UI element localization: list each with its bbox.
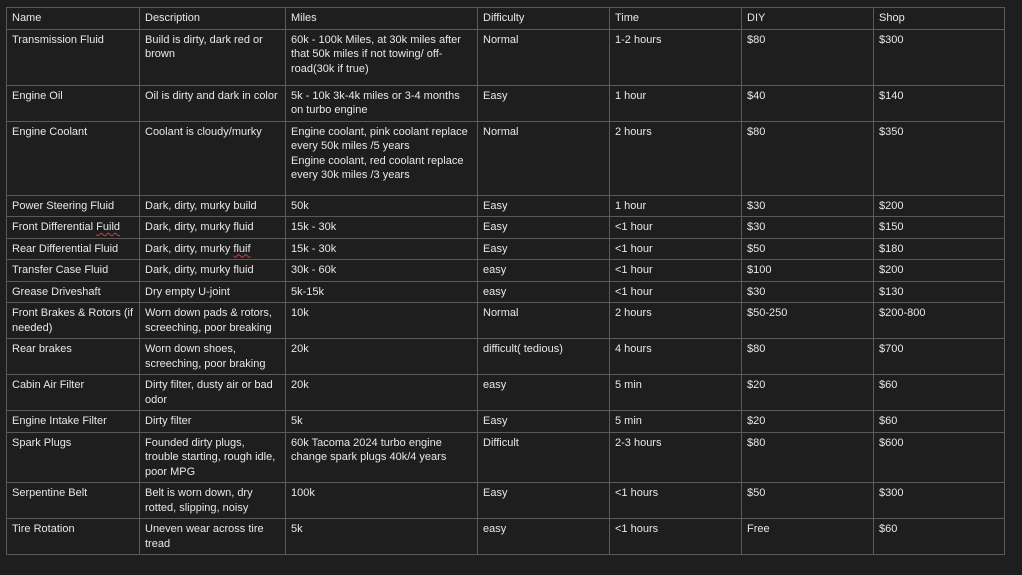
cell-diy[interactable]: $30 bbox=[742, 281, 874, 303]
miles-text: Engine coolant, red coolant replace every 30k miles /3 years bbox=[291, 154, 464, 181]
miles-text: 10k bbox=[291, 307, 309, 319]
header-shop[interactable]: Shop bbox=[874, 8, 1005, 30]
cell-miles[interactable] bbox=[286, 281, 478, 303]
cell-shop[interactable]: $700 bbox=[874, 339, 1005, 375]
cell-miles[interactable] bbox=[286, 85, 478, 121]
cell-difficulty[interactable]: Easy bbox=[478, 217, 610, 239]
table-row bbox=[7, 411, 1005, 433]
cell-shop[interactable]: $130 bbox=[874, 281, 1005, 303]
cell-description[interactable]: Dark, dirty, murky build bbox=[140, 195, 286, 217]
cell-shop[interactable]: $150 bbox=[874, 217, 1005, 239]
cell-difficulty[interactable]: Normal bbox=[478, 303, 610, 339]
cell-shop[interactable]: $200 bbox=[874, 195, 1005, 217]
header-name[interactable]: Name bbox=[7, 8, 140, 30]
cell-shop[interactable]: $180 bbox=[874, 238, 1005, 260]
miles-text: 60k Tacoma 2024 turbo engine change spark plugs 40k/4 years bbox=[291, 436, 447, 463]
cell-description[interactable]: Dirty filter, dusty air or bad odor bbox=[140, 375, 286, 411]
cell-shop[interactable]: $200 bbox=[874, 260, 1005, 282]
header-difficulty[interactable]: Difficulty bbox=[478, 8, 610, 30]
cell-time[interactable]: 4 hours bbox=[610, 339, 742, 375]
cell-miles[interactable] bbox=[286, 238, 478, 260]
cell-diy[interactable]: $30 bbox=[742, 217, 874, 239]
cell-diy[interactable]: $80 bbox=[742, 432, 874, 483]
cell-difficulty[interactable]: Easy bbox=[478, 411, 610, 433]
cell-name[interactable]: Tire Rotation bbox=[7, 519, 140, 555]
cell-name[interactable] bbox=[7, 217, 140, 239]
misspelled-word: Fuild bbox=[96, 221, 121, 233]
cell-name[interactable]: Serpentine Belt bbox=[7, 483, 140, 519]
cell-description[interactable] bbox=[140, 238, 286, 260]
cell-shop[interactable]: $300 bbox=[874, 483, 1005, 519]
cell-time[interactable]: <1 hour bbox=[610, 238, 742, 260]
cell-diy[interactable]: $50-250 bbox=[742, 303, 874, 339]
cell-difficulty[interactable]: Normal bbox=[478, 29, 610, 85]
cell-description[interactable]: Uneven wear across tire tread bbox=[140, 519, 286, 555]
cell-time[interactable]: 1 hour bbox=[610, 85, 742, 121]
cell-description[interactable]: Oil is dirty and dark in color bbox=[140, 85, 286, 121]
cell-shop[interactable]: $140 bbox=[874, 85, 1005, 121]
table-row bbox=[7, 238, 1005, 260]
description-text: Dark, dirty, murky bbox=[145, 242, 234, 255]
cell-name[interactable]: Front Brakes & Rotors (if needed) bbox=[7, 303, 140, 339]
cell-description[interactable]: Worn down shoes, screeching, poor braking bbox=[140, 339, 286, 375]
cell-name[interactable]: Cabin Air Filter bbox=[7, 375, 140, 411]
cell-name[interactable]: Engine Intake Filter bbox=[7, 411, 140, 433]
cell-miles[interactable] bbox=[286, 260, 478, 282]
cell-time[interactable]: <1 hour bbox=[610, 217, 742, 239]
header-time[interactable]: Time bbox=[610, 8, 742, 30]
cell-name[interactable]: Rear Differential Fluid bbox=[7, 238, 140, 260]
cell-shop[interactable]: $60 bbox=[874, 411, 1005, 433]
cell-name[interactable]: Power Steering Fluid bbox=[7, 195, 140, 217]
cell-difficulty[interactable]: Normal bbox=[478, 121, 610, 195]
cell-name[interactable]: Engine Oil bbox=[7, 85, 140, 121]
miles-text: 5k - 10k 3k-4k miles or 3-4 months on turbo engine bbox=[291, 89, 460, 116]
cell-diy[interactable]: $20 bbox=[742, 375, 874, 411]
cell-diy[interactable]: $20 bbox=[742, 411, 874, 433]
miles-text: 15k - 30k bbox=[291, 221, 337, 233]
cell-time[interactable]: <1 hours bbox=[610, 519, 742, 555]
miles-text: 30k - 60k bbox=[291, 264, 337, 276]
cell-description[interactable]: Build is dirty, dark red or brown bbox=[140, 29, 286, 85]
cell-description[interactable]: Dirty filter bbox=[140, 411, 286, 433]
cell-diy[interactable]: $50 bbox=[742, 238, 874, 260]
cell-shop[interactable]: $200-800 bbox=[874, 303, 1005, 339]
table-row bbox=[7, 217, 1005, 239]
cell-time[interactable]: 2 hours bbox=[610, 303, 742, 339]
cell-time[interactable]: <1 hour bbox=[610, 281, 742, 303]
cell-time[interactable]: <1 hour bbox=[610, 260, 742, 282]
cell-shop[interactable]: $600 bbox=[874, 432, 1005, 483]
cell-diy[interactable]: $40 bbox=[742, 85, 874, 121]
cell-difficulty[interactable]: easy bbox=[478, 519, 610, 555]
cell-description[interactable]: Coolant is cloudy/murky bbox=[140, 121, 286, 195]
cell-time[interactable]: 1-2 hours bbox=[610, 29, 742, 85]
cell-difficulty[interactable]: Easy bbox=[478, 195, 610, 217]
cell-diy[interactable]: $30 bbox=[742, 195, 874, 217]
miles-text: 15k - 30k bbox=[291, 242, 337, 255]
maintenance-table-container bbox=[6, 7, 1004, 555]
cell-difficulty[interactable]: easy bbox=[478, 260, 610, 282]
cell-description[interactable]: Founded dirty plugs, trouble starting, rough idle, poor MPG bbox=[140, 432, 286, 483]
cell-time[interactable]: 2-3 hours bbox=[610, 432, 742, 483]
table-row bbox=[7, 303, 1005, 339]
cell-difficulty[interactable]: Easy bbox=[478, 483, 610, 519]
cell-name[interactable]: Rear brakes bbox=[7, 339, 140, 375]
miles-text: 20k bbox=[291, 379, 309, 391]
header-description[interactable]: Description bbox=[140, 8, 286, 30]
cell-difficulty[interactable]: easy bbox=[478, 375, 610, 411]
miles-text: 20k bbox=[291, 343, 309, 355]
misspelled-word: fluif bbox=[233, 242, 251, 255]
cell-description[interactable]: Dry empty U-joint bbox=[140, 281, 286, 303]
miles-text: 100k bbox=[291, 487, 315, 499]
cell-miles[interactable] bbox=[286, 432, 478, 483]
cell-name[interactable]: Spark Plugs bbox=[7, 432, 140, 483]
cell-description[interactable]: Dark, dirty, murky fluid bbox=[140, 217, 286, 239]
header-miles[interactable]: Miles bbox=[286, 8, 478, 30]
cell-miles[interactable] bbox=[286, 519, 478, 555]
table-row bbox=[7, 260, 1005, 282]
cell-description[interactable]: Worn down pads & rotors, screeching, poor breaking bbox=[140, 303, 286, 339]
table-row bbox=[7, 85, 1005, 121]
cell-diy[interactable]: $100 bbox=[742, 260, 874, 282]
cell-difficulty[interactable]: easy bbox=[478, 281, 610, 303]
table-row bbox=[7, 281, 1005, 303]
header-row bbox=[7, 8, 1005, 30]
cell-miles[interactable] bbox=[286, 217, 478, 239]
cell-miles[interactable] bbox=[286, 29, 478, 85]
cell-time[interactable]: 1 hour bbox=[610, 195, 742, 217]
cell-miles[interactable] bbox=[286, 411, 478, 433]
cell-time[interactable]: <1 hours bbox=[610, 483, 742, 519]
miles-text: 5k bbox=[291, 415, 303, 427]
cell-difficulty[interactable]: Easy bbox=[478, 238, 610, 260]
cell-time[interactable]: 5 min bbox=[610, 411, 742, 433]
cell-difficulty[interactable]: Difficult bbox=[478, 432, 610, 483]
header-diy[interactable]: DIY bbox=[742, 8, 874, 30]
cell-diy[interactable]: $50 bbox=[742, 483, 874, 519]
cell-shop[interactable]: $60 bbox=[874, 519, 1005, 555]
cell-name[interactable]: Grease Driveshaft bbox=[7, 281, 140, 303]
cell-miles[interactable] bbox=[286, 339, 478, 375]
cell-name[interactable]: Transmission Fluid bbox=[7, 29, 140, 85]
cell-diy[interactable]: $80 bbox=[742, 339, 874, 375]
cell-miles[interactable] bbox=[286, 195, 478, 217]
cell-miles[interactable] bbox=[286, 483, 478, 519]
miles-text: 50k bbox=[291, 199, 309, 212]
table-row bbox=[7, 519, 1005, 555]
cell-miles[interactable] bbox=[286, 303, 478, 339]
cell-difficulty[interactable]: difficult( tedious) bbox=[478, 339, 610, 375]
cell-name[interactable]: Engine Coolant bbox=[7, 121, 140, 195]
maintenance-table bbox=[6, 7, 1005, 555]
table-row bbox=[7, 29, 1005, 85]
cell-description[interactable]: Dark, dirty, murky fluid bbox=[140, 260, 286, 282]
cell-shop[interactable]: $350 bbox=[874, 121, 1005, 195]
table-row bbox=[7, 339, 1005, 375]
cell-miles[interactable] bbox=[286, 375, 478, 411]
cell-miles[interactable] bbox=[286, 121, 478, 195]
table-row bbox=[7, 432, 1005, 483]
table-row bbox=[7, 121, 1005, 195]
cell-time[interactable]: 5 min bbox=[610, 375, 742, 411]
cell-diy[interactable]: $80 bbox=[742, 29, 874, 85]
cell-shop[interactable]: $300 bbox=[874, 29, 1005, 85]
cell-name[interactable]: Transfer Case Fluid bbox=[7, 260, 140, 282]
table-row bbox=[7, 375, 1005, 411]
table-row bbox=[7, 483, 1005, 519]
cell-description[interactable]: Belt is worn down, dry rotted, slipping, noisy bbox=[140, 483, 286, 519]
miles-text: 60k - 100k Miles, at 30k miles after that 50k miles if not towing/ off-road(30k if true) bbox=[291, 33, 461, 75]
cell-shop[interactable]: $60 bbox=[874, 375, 1005, 411]
cell-time[interactable]: 2 hours bbox=[610, 121, 742, 195]
name-text: Front Differential bbox=[12, 221, 97, 233]
miles-text: 5k-15k bbox=[291, 285, 325, 298]
miles-text: Engine coolant, pink coolant replace every 50k miles /5 years bbox=[291, 125, 468, 152]
cell-diy[interactable]: $80 bbox=[742, 121, 874, 195]
cell-diy[interactable]: Free bbox=[742, 519, 874, 555]
table-row bbox=[7, 195, 1005, 217]
miles-text: 5k bbox=[291, 523, 303, 535]
cell-difficulty[interactable]: Easy bbox=[478, 85, 610, 121]
